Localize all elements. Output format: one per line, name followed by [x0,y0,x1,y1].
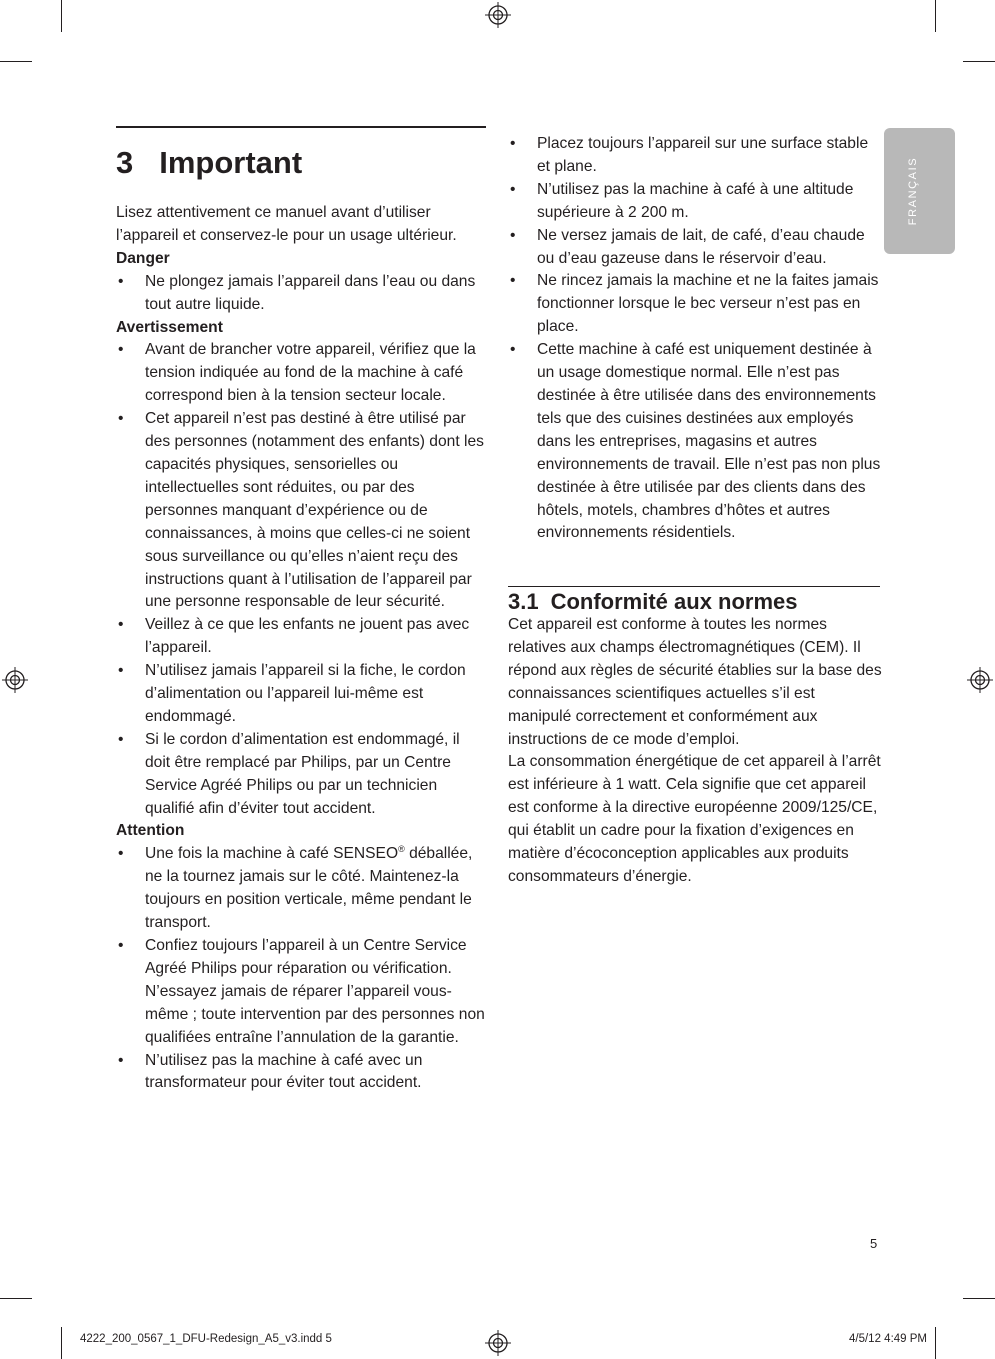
registration-mark-icon [485,1330,511,1356]
conformity-paragraph: Cet appareil est conforme à toutes les normes relatives aux champs électromagnétiques (CEM). Il répond aux règles de sécurité établies sur la base des connaissances scientifiques actuelles s’il est manipulé correctement et conformément aux instructions de ce mode d’emploi. [508,616,882,748]
subsection-title [508,589,798,615]
crop-mark [963,1298,995,1299]
list-item: • N’utilisez pas la machine à café avec un transformateur pour éviter tout accident. [116,1050,488,1096]
list-item: • Si le cordon d’alimentation est endommagé, il doit être remplacé par Philips, par un Centre Service Agréé Philips ou par un technicien qualifié afin d’éviter tout accident. [116,729,488,821]
list-item: • Ne versez jamais de lait, de café, d’eau chaude ou d’eau gazeuse dans le réservoir d’eau. [508,225,882,271]
right-column [508,133,882,545]
registered-mark: ® [398,844,405,855]
intro-paragraph: Lisez attentivement ce manuel avant d’utiliser l’appareil et conservez-le pour un usage ultérieur. [116,204,457,244]
crop-mark [61,1327,62,1359]
footer-filename: 4222_200_0567_1_DFU-Redesign_A5_v3.indd 5 [80,1333,332,1345]
registration-mark-icon [967,667,993,693]
danger-heading: Danger [116,249,170,267]
subsection-number: 3.1 [508,589,539,614]
list-item: • Une fois la machine à café SENSEO® déballée, ne la tournez jamais sur le côté. Maintenez-la toujours en position verticale, même pendant le transport. [116,843,488,935]
warning-list [116,339,488,820]
list-item: • Cet appareil n’est pas destiné à être utilisé par des personnes (notamment des enfants) dont les capacités physiques, sensorielles ou intellectuelles sont réduites, ou par des personnes manquant d’expérience ou de connaissances, à moins que celles-ci ne soient sous surveillance ou qu’elles n’aient reçu des instructions quant à l’utilisation de l’appareil par une personne responsable de leur sécurité. [116,408,488,614]
registration-mark-icon [485,2,511,28]
crop-mark [935,1327,936,1359]
footer-datetime: 4/5/12 4:49 PM [849,1333,927,1345]
list-item: • Ne rincez jamais la machine et ne la faites jamais fonctionner lorsque le bec verseur n’est pas en place. [508,270,882,339]
subsection-rule [508,586,880,587]
conformity-text [508,614,882,889]
caution-list [116,843,488,1095]
crop-mark [0,1298,32,1299]
section-rule [116,126,486,128]
caution-heading: Attention [116,822,185,840]
page-number: 5 [870,1236,878,1251]
section-number: 3 [116,145,134,180]
registration-mark-icon [2,667,28,693]
crop-mark [0,61,32,62]
right-list [508,133,882,545]
warning-heading: Avertissement [116,318,223,336]
subsection-heading: Conformité aux normes [550,589,798,614]
list-item: • N’utilisez jamais l’appareil si la fiche, le cordon d’alimentation ou l’appareil lui-même est endommagé. [116,660,488,729]
list-item: • N’utilisez pas la machine à café à une altitude supérieure à 2 200 m. [508,179,882,225]
list-item: • Confiez toujours l’appareil à un Centre Service Agréé Philips pour réparation ou vérification. N’essayez jamais de réparer l’appareil vous-même ; toute intervention par des personnes non qualifiées entraîne l’annulation de la garantie. [116,935,488,1050]
list-item: • Ne plongez jamais l’appareil dans l’eau ou dans tout autre liquide. [116,271,488,317]
list-item: • Avant de brancher votre appareil, vérifiez que la tension indiquée au fond de la machine à café correspond bien à la tension secteur locale. [116,339,488,408]
crop-mark [61,0,62,32]
language-tab-label: FRANÇAIS [907,156,919,226]
list-item: • Cette machine à café est uniquement destinée à un usage domestique normal. Elle n’est pas destinée à être utilisée dans des environnements tels que des cuisines destinées aux employés dans les entreprises, magasins et autres environnements de travail. Elle n’est pas non plus destinée à être utilisée par des clients dans des hôtels, motels, chambres d’hôtes et autres environnements résidentiels. [508,339,882,545]
page-title [116,145,302,181]
list-item: • Veillez à ce que les enfants ne jouent pas avec l’appareil. [116,614,488,660]
danger-list [116,271,488,317]
crop-mark [935,0,936,32]
energy-paragraph: La consommation énergétique de cet appareil à l’arrêt est inférieure à 1 watt. Cela signifie que cet appareil est conforme à la directive européenne 2009/125/CE, qui établit un cadre pour la fixation d’exigences en matière d’écoconception applicables aux produits consommateurs d’énergie. [508,753,881,885]
crop-mark [963,61,995,62]
left-column [116,202,488,1095]
section-title: Important [159,145,303,180]
list-item: • Placez toujours l’appareil sur une surface stable et plane. [508,133,882,179]
